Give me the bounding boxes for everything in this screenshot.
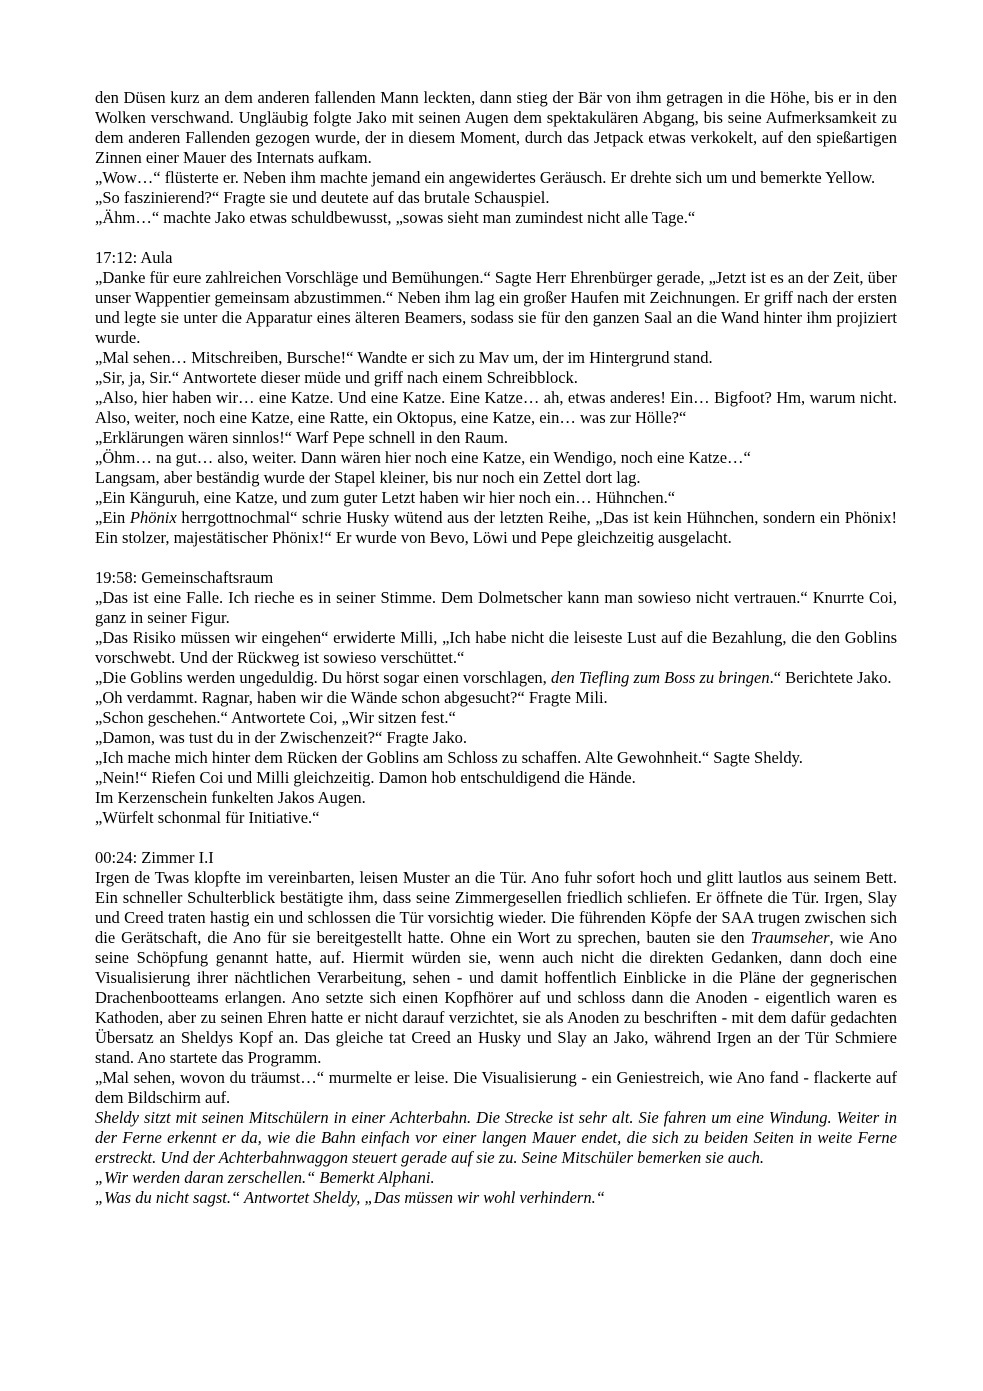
dialogue-line [95,188,897,208]
text-run: „Also, hier haben wir… eine Katze. Und eine Katze. Eine Katze… ah, etwas anderes! Ein… Bigfoot? Hm, warum nicht. Also, weiter, noch eine Katze, eine Ratte, ein Oktopus, eine Katze, ein… was zur Hölle?“ [95,388,897,427]
dialogue-line [95,448,897,468]
dream-sequence [95,1108,897,1168]
text-run: 17:12: Aula [95,248,173,267]
text-run: „Wow…“ flüsterte er. Neben ihm machte jemand ein angewidertes Geräusch. Er drehte sich um und bemerkte Yellow. [95,168,876,187]
text-run: „So faszinierend?“ Fragte sie und deutete auf das brutale Schauspiel. [95,188,550,207]
dialogue-line [95,768,897,788]
text-run: „Ein [95,508,130,527]
dialogue-line [95,808,897,828]
section-heading [95,248,897,268]
text-run: Irgen de Twas klopfte im vereinbarten, leisen Muster an die Tür. Ano fuhr sofort hoch und glitt lautlos aus seinem Bett. Ein schneller Schulterblick bestätigte ihm, dass seine Zimmergesellen friedlich schliefen. Er öffnete die Tür. Irgen, Slay und Creed traten hastig ein und schlossen die Tür vorsichtig wieder. Die führenden Köpfe der SAA trugen zwischen sich die Gerätschaft, die Ano für sie bereitgestellt hatte. Ohne ein Wort zu sprechen, bauten sie den [95,868,897,947]
dialogue-line [95,1068,897,1108]
dialogue-line [95,708,897,728]
paragraph [95,788,897,808]
dream-sequence [95,1188,897,1208]
dialogue-line [95,348,897,368]
section-heading [95,848,897,868]
text-run: den Düsen kurz an dem anderen fallenden Mann leckten, dann stieg der Bär von ihm getragen in die Höhe, bis er in den Wolken verschwand. Ungläubig folgte Jako mit seinen Augen dem spektakulären Abgang, bis seine Aufmerksamkeit zu dem anderen Fallenden gezogen wurde, der in diesem Moment, durch das Jetpack etwas verkokelt, auf den spießartigen Zinnen einer Mauer des Internats aufkam. [95,88,897,167]
blank-line [95,828,897,848]
text-run: Im Kerzenschein funkelten Jakos Augen. [95,788,366,807]
dialogue-line [95,668,897,688]
text-run: „Das ist eine Falle. Ich rieche es in seiner Stimme. Dem Dolmetscher kann man sowieso nicht vertrauen.“ Knurrte Coi, ganz in seiner Figur. [95,588,897,627]
dialogue-line [95,588,897,628]
text-run: Langsam, aber beständig wurde der Stapel kleiner, bis nur noch ein Zettel dort lag. [95,468,641,487]
text-run: „Nein!“ Riefen Coi und Milli gleichzeitig. Damon hob entschuldigend die Hände. [95,768,636,787]
blank-line [95,548,897,568]
dialogue-line [95,488,897,508]
text-run: „Erklärungen wären sinnlos!“ Warf Pepe schnell in den Raum. [95,428,509,447]
text-run: „Wir werden daran zerschellen.“ Bemerkt Alphani. [95,1168,435,1187]
text-run: „Mal sehen… Mitschreiben, Bursche!“ Wandte er sich zu Mav um, der im Hintergrund stand. [95,348,713,367]
dialogue-line [95,748,897,768]
text-run: „Oh verdammt. Ragnar, haben wir die Wände schon abgesucht?“ Fragte Mili. [95,688,608,707]
dialogue-line [95,208,897,228]
text-run: „Schon geschehen.“ Antwortete Coi, „Wir sitzen fest.“ [95,708,456,727]
text-run: Phönix [129,508,177,527]
dream-sequence [95,1168,897,1188]
dialogue-line [95,628,897,668]
text-run: den Tiefling zum Boss zu bringen [550,668,770,687]
paragraph [95,468,897,488]
text-run: 00:24: Zimmer I.I [95,848,214,867]
dialogue-line [95,168,897,188]
text-run: „Ähm…“ machte Jako etwas schuldbewusst, „sowas sieht man zumindest nicht alle Tage.“ [95,208,696,227]
text-run: „Danke für eure zahlreichen Vorschläge und Bemühungen.“ Sagte Herr Ehrenbürger gerade, „Jetzt ist es an der Zeit, über unser Wappentier gemeinsam abzustimmen.“ Neben ihm lag ein großer Haufen mit Zeichnungen. Er griff nach der ersten und legte sie unter die Apparatur eines älteren Beamers, sodass sie für den ganzen Saal an die Wand hinter ihm projiziert wurde. [95,268,897,347]
text-run: Traumseher [750,928,830,947]
blank-line [95,228,897,248]
text-run: 19:58: Gemeinschaftsraum [95,568,274,587]
text-run: „Würfelt schonmal für Initiative.“ [95,808,320,827]
text-run: „Damon, was tust du in der Zwischenzeit?“ Fragte Jako. [95,728,468,747]
dialogue-line [95,428,897,448]
dialogue-line [95,368,897,388]
text-run: „Mal sehen, wovon du träumst…“ murmelte er leise. Die Visualisierung - ein Geniestreich, wie Ano fand - flackerte auf dem Bildschirm auf. [95,1068,897,1107]
text-run: .“ Berichtete Jako. [769,668,892,687]
dialogue-line [95,508,897,548]
text-run: herrgottnochmal“ schrie Husky wütend aus der letzten Reihe, „Das ist kein Hühnchen, sondern ein Phönix! Ein stolzer, majestätischer Phönix!“ Er wurde von Bevo, Löwi und Pepe gleichzeitig ausgelacht. [95,508,897,547]
text-run: „Sir, ja, Sir.“ Antwortete dieser müde und griff nach einem Schreibblock. [95,368,578,387]
text-run: „Die Goblins werden ungeduldig. Du hörst sogar einen vorschlagen, [95,668,551,687]
paragraph [95,88,897,168]
text-run: Sheldy sitzt mit seinen Mitschülern in einer Achterbahn. Die Strecke ist sehr alt. Sie fahren um eine Windung. Weiter in der Ferne erkennt er da, wie die Bahn einfach vor einer langen Mauer endet, die sich zu beiden Seiten in weite Ferne erstreckt. Und der Achterbahnwaggon steuert gerade auf sie zu. Seine Mitschüler bemerken sie auch. [95,1108,897,1167]
section-heading [95,568,897,588]
page-text [95,88,897,1208]
dialogue-line [95,388,897,428]
text-run: „Das Risiko müssen wir eingehen“ erwiderte Milli, „Ich habe nicht die leiseste Lust auf die Bezahlung, die den Goblins vorschwebt. Und der Rückweg ist sowieso verschüttet.“ [95,628,897,667]
paragraph [95,268,897,348]
paragraph [95,868,897,1068]
dialogue-line [95,688,897,708]
text-run: „Ein Känguruh, eine Katze, und zum guter Letzt haben wir hier noch ein… Hühnchen.“ [95,488,676,507]
text-run: „Öhm… na gut… also, weiter. Dann wären hier noch eine Katze, ein Wendigo, noch eine Katze…“ [95,448,751,467]
dialogue-line [95,728,897,748]
text-run: „Ich mache mich hinter dem Rücken der Goblins am Schloss zu schaffen. Alte Gewohnheit.“ Sagte Sheldy. [95,748,803,767]
text-run: „Was du nicht sagst.“ Antwortet Sheldy, „Das müssen wir wohl verhindern.“ [95,1188,605,1207]
text-run: , wie Ano seine Schöpfung genannt hatte, auf. Hiermit würden sie, wenn auch nicht die direkten Gedanken, dann doch eine Visualisierung ihrer nächtlichen Verarbeitung, sehen - und damit hoffentlich Einblicke in die Pläne der gegnerischen Drachenbootteams erlangen. Ano setzte sich einen Kopfhörer auf und schloss dann die Anoden - eigentlich waren es Kathoden, aber zu seinen Ehren hatte er nicht darauf verzichtet, sie als Anoden zu beschriften - mit dem dafür gedachten Übersatz an Sheldys Kopf an. Das gleiche tat Creed an Husky und Slay an Jako, während Irgen an der Tür Schmiere stand. Ano startete das Programm. [95,928,897,1067]
